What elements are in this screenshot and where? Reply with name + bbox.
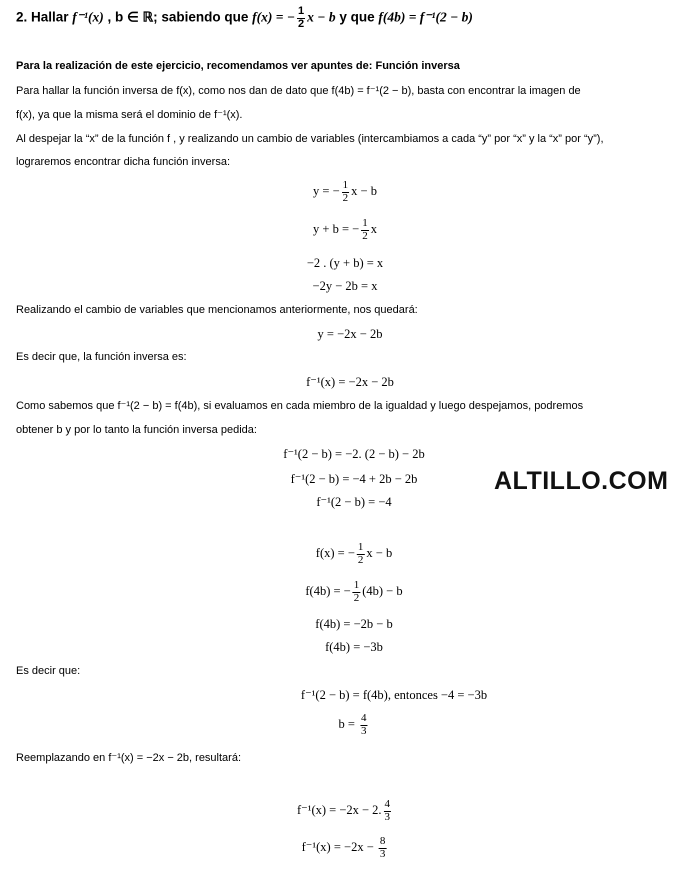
equation-16-numerator: 4 xyxy=(384,798,391,810)
title-function-lhs: f(x) = − xyxy=(252,9,296,25)
paragraph-7: Reemplazando en f⁻¹(x) = −2x − 2b, resultará: xyxy=(16,752,242,764)
equation-10-denominator: 2 xyxy=(357,553,364,566)
title-function-rhs: x − b xyxy=(307,9,336,25)
equation-16-lhs: f⁻¹(x) = −2x − 2. xyxy=(296,802,382,817)
equation-2 xyxy=(313,218,377,242)
equation-15-numerator: 4 xyxy=(361,712,367,724)
equation-6: f⁻¹(x) = −2x − 2b xyxy=(306,375,394,389)
equation-11-rhs: (4b) − b xyxy=(362,583,403,598)
equation-11 xyxy=(305,580,402,604)
equation-11-denominator: 2 xyxy=(353,591,360,604)
title-inverse-function: f⁻¹(x) xyxy=(72,9,104,25)
equation-2-rhs: x xyxy=(370,221,377,236)
title-separator-2: y que xyxy=(335,9,379,25)
equation-3: −2 . (y + b) = x xyxy=(306,256,384,270)
paragraph-2-line-1: Al despejar la “x” de la función f , y realizando un cambio de variables (intercambiamos a cada “y” por “x” y la “x” por “y”), xyxy=(16,133,604,145)
equation-15-fraction xyxy=(360,713,368,737)
equation-16-denominator: 3 xyxy=(384,810,391,823)
equation-4: −2y − 2b = x xyxy=(312,279,378,293)
equation-1-numerator: 1 xyxy=(342,179,349,191)
equation-1-fraction xyxy=(342,180,350,204)
equation-16 xyxy=(297,799,393,823)
equation-11-numerator: 1 xyxy=(353,579,360,591)
equation-14: f⁻¹(2 − b) = f(4b), entonces −4 = −3b xyxy=(300,688,488,702)
equation-8: f⁻¹(2 − b) = −4 + 2b − 2b xyxy=(290,472,418,486)
equation-5: y = −2x − 2b xyxy=(317,327,383,341)
equation-2-denominator: 2 xyxy=(362,229,368,242)
altillo-watermark-logo: ALTILLO.COM xyxy=(494,467,669,495)
equation-10-numerator: 1 xyxy=(357,541,364,553)
section-heading: Para la realización de este ejercicio, recomendamos ver apuntes de: Función inversa xyxy=(16,60,460,72)
equation-2-fraction xyxy=(361,218,369,242)
equation-1-lhs: y = − xyxy=(313,183,340,198)
equation-7: f⁻¹(2 − b) = −2. (2 − b) − 2b xyxy=(283,447,425,461)
paragraph-1-line-1: Para hallar la función inversa de f(x), como nos dan de dato que f(4b) = f⁻¹(2 − b), basta con encontrar la imagen de xyxy=(16,85,581,97)
equation-10 xyxy=(316,542,392,566)
paragraph-1-line-2: f(x), ya que la misma será el dominio de f⁻¹(x). xyxy=(16,109,243,121)
equation-9: f⁻¹(2 − b) = −4 xyxy=(316,495,392,509)
paragraph-4: Es decir que, la función inversa es: xyxy=(16,351,187,363)
paragraph-5-line-1: Como sabemos que f⁻¹(2 − b) = f(4b), si evaluamos en cada miembro de la igualdad y luego despejamos, podremos xyxy=(16,400,584,412)
title-fraction xyxy=(297,6,305,30)
equation-15-denominator: 3 xyxy=(361,724,367,737)
paragraph-6: Es decir que: xyxy=(16,665,81,677)
title-fraction-numerator: 1 xyxy=(298,5,305,17)
exercise-title xyxy=(16,6,473,30)
equation-17 xyxy=(302,836,389,860)
equation-11-lhs: f(4b) = − xyxy=(305,583,351,598)
equation-1-denominator: 2 xyxy=(342,191,349,204)
paragraph-5-line-2: obtener b y por lo tanto la función inversa pedida: xyxy=(16,424,257,436)
equation-1-rhs: x − b xyxy=(351,183,377,198)
equation-1 xyxy=(313,180,377,204)
title-fraction-denominator: 2 xyxy=(298,17,305,30)
equation-13: f(4b) = −3b xyxy=(325,640,383,654)
title-condition: f(4b) = f⁻¹(2 − b) xyxy=(378,9,473,25)
equation-10-fraction xyxy=(357,542,365,566)
equation-17-denominator: 3 xyxy=(379,847,386,860)
equation-12: f(4b) = −2b − b xyxy=(315,617,393,631)
equation-17-fraction xyxy=(379,836,387,860)
equation-10-lhs: f(x) = − xyxy=(315,545,355,560)
title-separator: , b ∈ ℝ; sabiendo que xyxy=(103,9,253,25)
equation-11-fraction xyxy=(353,580,361,604)
equation-15-lhs: b = xyxy=(338,716,359,731)
paragraph-3: Realizando el cambio de variables que mencionamos anteriormente, nos quedará: xyxy=(16,304,418,316)
equation-16-fraction xyxy=(384,799,392,823)
title-prefix: 2. Hallar xyxy=(16,9,73,25)
paragraph-2-line-2: lograremos encontrar dicha función inversa: xyxy=(16,156,231,168)
equation-10-rhs: x − b xyxy=(366,545,393,560)
equation-17-numerator: 8 xyxy=(379,835,386,847)
equation-15 xyxy=(338,713,369,737)
equation-2-numerator: 1 xyxy=(362,217,368,229)
equation-17-lhs: f⁻¹(x) = −2x − xyxy=(301,839,377,854)
equation-2-lhs: y + b = − xyxy=(313,221,360,236)
